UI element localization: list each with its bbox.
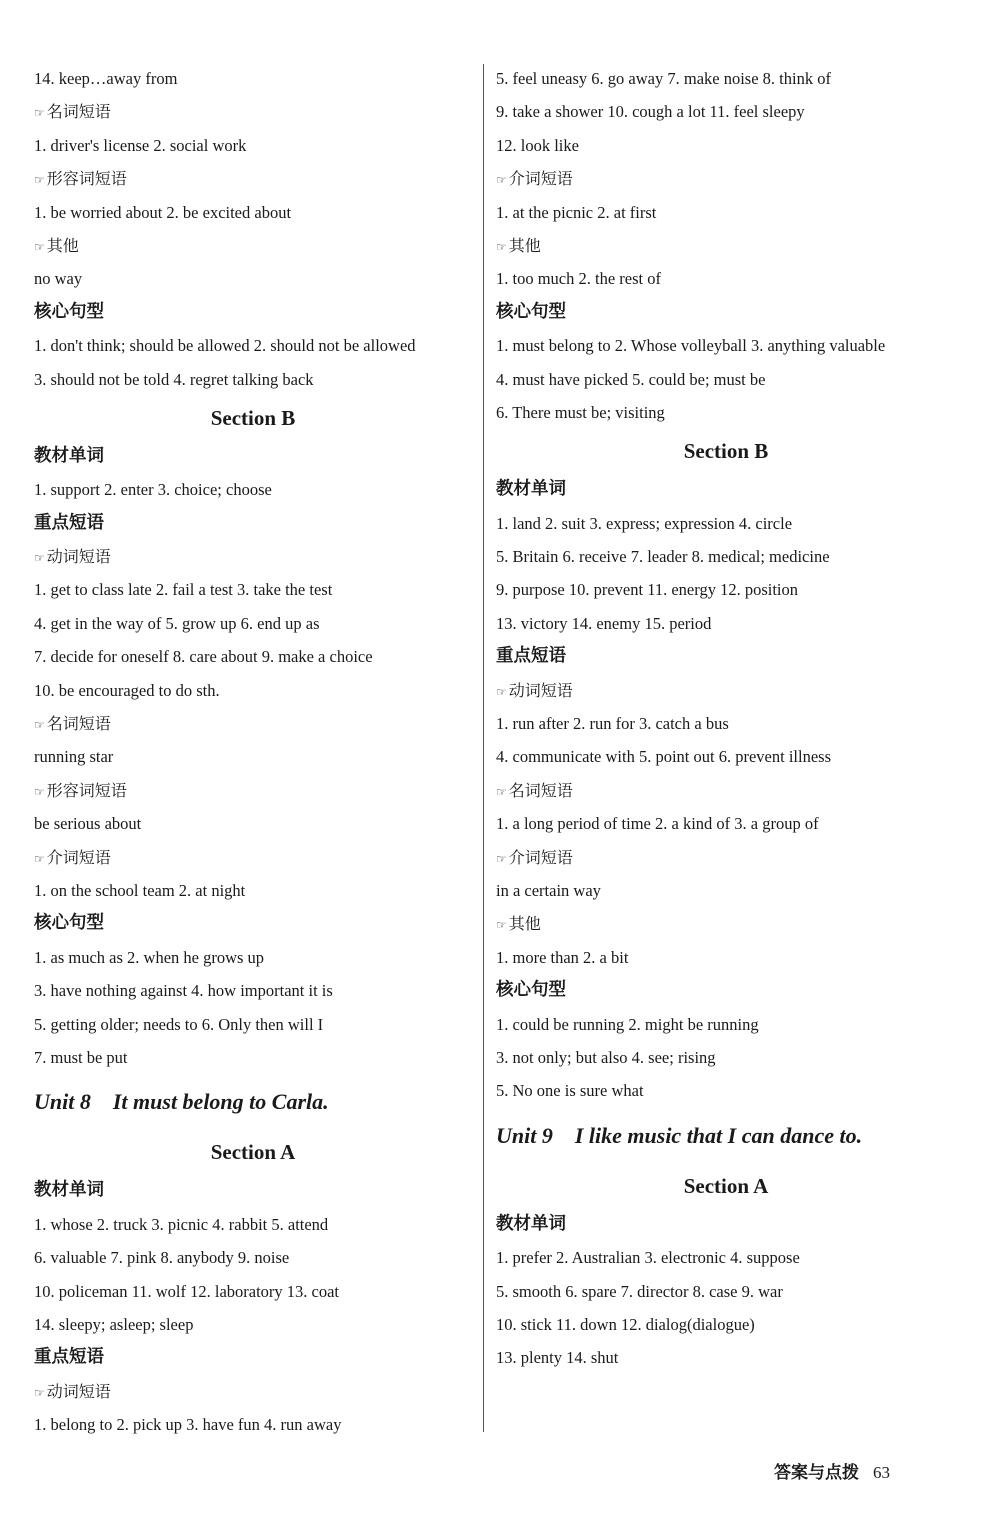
answer-line: 4. must have picked 5. could be; must be <box>496 369 766 389</box>
answer-line: 1. whose 2. truck 3. picnic 4. rabbit 5. attend <box>34 1214 329 1234</box>
answer-line: 1. be worried about 2. be excited about <box>34 202 292 222</box>
answer-line: 1. prefer 2. Australian 3. electronic 4. suppose <box>496 1248 800 1268</box>
subcategory-heading <box>496 907 956 940</box>
pointing-hand-icon: ☞ <box>496 173 507 188</box>
answer-line: 3. not only; but also 4. see; rising <box>496 1047 716 1067</box>
unit-heading-text: I like music that I can dance to. <box>574 1122 863 1148</box>
pointing-hand-icon: ☞ <box>496 851 507 866</box>
answer-line: 5. smooth 6. spare 7. director 8. case 9. war <box>496 1281 783 1301</box>
subcategory-heading <box>34 841 472 874</box>
category-heading: 核心句型 <box>496 301 566 322</box>
subcategory-label: 其他 <box>508 235 541 255</box>
answer-line: 4. get in the way of 5. grow up 6. end up as <box>34 613 320 633</box>
answer-line: 1. belong to 2. pick up 3. have fun 4. run away <box>34 1415 342 1435</box>
pointing-hand-icon: ☞ <box>34 851 45 866</box>
answer-line: 1. at the picnic 2. at first <box>496 202 657 222</box>
answer-line: 10. policeman 11. wolf 12. laboratory 13. coat <box>34 1281 340 1301</box>
answer-line: 1. a long period of time 2. a kind of 3. a group of <box>496 814 819 834</box>
subcategory-label: 名词短语 <box>46 714 111 734</box>
subcategory-label: 介词短语 <box>508 169 573 189</box>
answer-line: 1. don't think; should be allowed 2. should not be allowed <box>34 336 416 356</box>
subcategory-heading <box>34 707 472 740</box>
answer-line: 1. get to class late 2. fail a test 3. take the test <box>34 580 333 600</box>
answer-line: 1. land 2. suit 3. express; expression 4. circle <box>496 513 793 533</box>
subcategory-heading <box>496 229 956 262</box>
subcategory-label: 动词短语 <box>46 547 111 567</box>
pointing-hand-icon: ☞ <box>34 784 45 799</box>
subcategory-heading <box>496 841 956 874</box>
answer-line: 5. Britain 6. receive 7. leader 8. medical; medicine <box>496 547 830 567</box>
subcategory-heading <box>34 162 472 195</box>
answer-line: 1. too much 2. the rest of <box>496 269 661 289</box>
subcategory-heading <box>34 229 472 262</box>
subcategory-heading <box>496 674 956 707</box>
pointing-hand-icon: ☞ <box>34 173 45 188</box>
section-title: Section B <box>210 405 296 430</box>
subcategory-label: 介词短语 <box>46 847 111 867</box>
answer-line: 7. must be put <box>34 1047 128 1067</box>
category-heading: 重点短语 <box>496 646 566 667</box>
pointing-hand-icon: ☞ <box>496 239 507 254</box>
subcategory-heading <box>496 774 956 807</box>
category-heading: 教材单词 <box>496 479 566 500</box>
answer-line: 13. plenty 14. shut <box>496 1348 619 1368</box>
answer-line: 14. keep…away from <box>34 69 178 88</box>
answer-line: 4. communicate with 5. point out 6. prevent illness <box>496 747 831 767</box>
subcategory-label: 其他 <box>508 914 541 934</box>
answer-line: 1. could be running 2. might be running <box>496 1014 759 1034</box>
answer-line: be serious about <box>34 814 142 834</box>
answer-line: 9. purpose 10. prevent 11. energy 12. position <box>496 580 798 600</box>
answer-line: 1. on the school team 2. at night <box>34 880 246 900</box>
pointing-hand-icon: ☞ <box>34 1385 45 1400</box>
answer-line: 1. support 2. enter 3. choice; choose <box>34 480 272 500</box>
category-heading: 核心句型 <box>496 980 566 1001</box>
page-footer <box>774 1458 890 1483</box>
category-heading: 重点短语 <box>34 512 104 533</box>
category-heading: 教材单词 <box>34 445 104 466</box>
answer-line: 5. feel uneasy 6. go away 7. make noise 8. think of <box>496 69 831 88</box>
answer-line: 1. more than 2. a bit <box>496 947 629 967</box>
subcategory-label: 动词短语 <box>508 680 573 700</box>
answer-line: 6. valuable 7. pink 8. anybody 9. noise <box>34 1248 290 1268</box>
pointing-hand-icon: ☞ <box>496 784 507 799</box>
category-heading: 核心句型 <box>34 913 104 934</box>
subcategory-heading <box>496 162 956 195</box>
page-number: 63 <box>873 1463 890 1482</box>
subcategory-heading <box>34 95 472 128</box>
category-heading: 教材单词 <box>34 1180 104 1201</box>
unit-heading-text: It must belong to Carla. <box>112 1089 329 1115</box>
subcategory-label: 形容词短语 <box>46 169 127 189</box>
pointing-hand-icon: ☞ <box>496 684 507 699</box>
answer-line: no way <box>34 269 83 289</box>
unit-number: Unit 9 <box>496 1122 553 1148</box>
unit-title <box>34 1074 472 1130</box>
answer-line: 10. stick 11. down 12. dialog(dialogue) <box>496 1314 755 1334</box>
answer-line: in a certain way <box>496 880 601 900</box>
answer-line: 3. have nothing against 4. how important it is <box>34 981 333 1001</box>
answer-line: 12. look like <box>496 135 579 155</box>
answer-line: 1. run after 2. run for 3. catch a bus <box>496 714 729 734</box>
answer-line: 3. should not be told 4. regret talking back <box>34 369 314 389</box>
answer-line: 1. as much as 2. when he grows up <box>34 947 265 967</box>
subcategory-label: 介词短语 <box>508 847 573 867</box>
pointing-hand-icon: ☞ <box>34 239 45 254</box>
section-title: Section B <box>683 439 769 464</box>
answer-line: 5. getting older; needs to 6. Only then will I <box>34 1014 324 1034</box>
answer-line: 1. driver's license 2. social work <box>34 135 247 155</box>
subcategory-label: 其他 <box>46 235 79 255</box>
answer-line: 13. victory 14. enemy 15. period <box>496 613 712 633</box>
unit-title <box>496 1108 956 1164</box>
category-heading: 教材单词 <box>496 1213 566 1234</box>
section-title: Section A <box>210 1140 296 1165</box>
unit-number: Unit 8 <box>34 1089 91 1115</box>
pointing-hand-icon: ☞ <box>34 106 45 121</box>
subcategory-label: 名词短语 <box>46 102 111 122</box>
column-divider <box>483 64 484 1432</box>
subcategory-label: 动词短语 <box>46 1381 111 1401</box>
left-column <box>34 62 472 1441</box>
answer-line: 10. be encouraged to do sth. <box>34 680 220 700</box>
answer-line: 5. No one is sure what <box>496 1081 644 1101</box>
answer-line: 9. take a shower 10. cough a lot 11. feel sleepy <box>496 102 805 122</box>
pointing-hand-icon: ☞ <box>34 718 45 733</box>
subcategory-heading <box>34 774 472 807</box>
subcategory-label: 形容词短语 <box>46 780 127 800</box>
answer-line: 14. sleepy; asleep; sleep <box>34 1314 194 1334</box>
answer-line: 7. decide for oneself 8. care about 9. make a choice <box>34 647 373 667</box>
section-title: Section A <box>683 1173 769 1198</box>
right-column <box>496 62 956 1375</box>
answer-line: 1. must belong to 2. Whose volleyball 3. anything valuable <box>496 336 886 356</box>
pointing-hand-icon: ☞ <box>496 918 507 933</box>
footer-label: 答案与点拨 <box>774 1463 859 1483</box>
subcategory-heading <box>34 1375 472 1408</box>
answer-line: running star <box>34 747 114 767</box>
answer-line: 6. There must be; visiting <box>496 402 665 422</box>
category-heading: 核心句型 <box>34 301 104 322</box>
category-heading: 重点短语 <box>34 1347 104 1368</box>
subcategory-heading <box>34 540 472 573</box>
subcategory-label: 名词短语 <box>508 780 573 800</box>
pointing-hand-icon: ☞ <box>34 551 45 566</box>
